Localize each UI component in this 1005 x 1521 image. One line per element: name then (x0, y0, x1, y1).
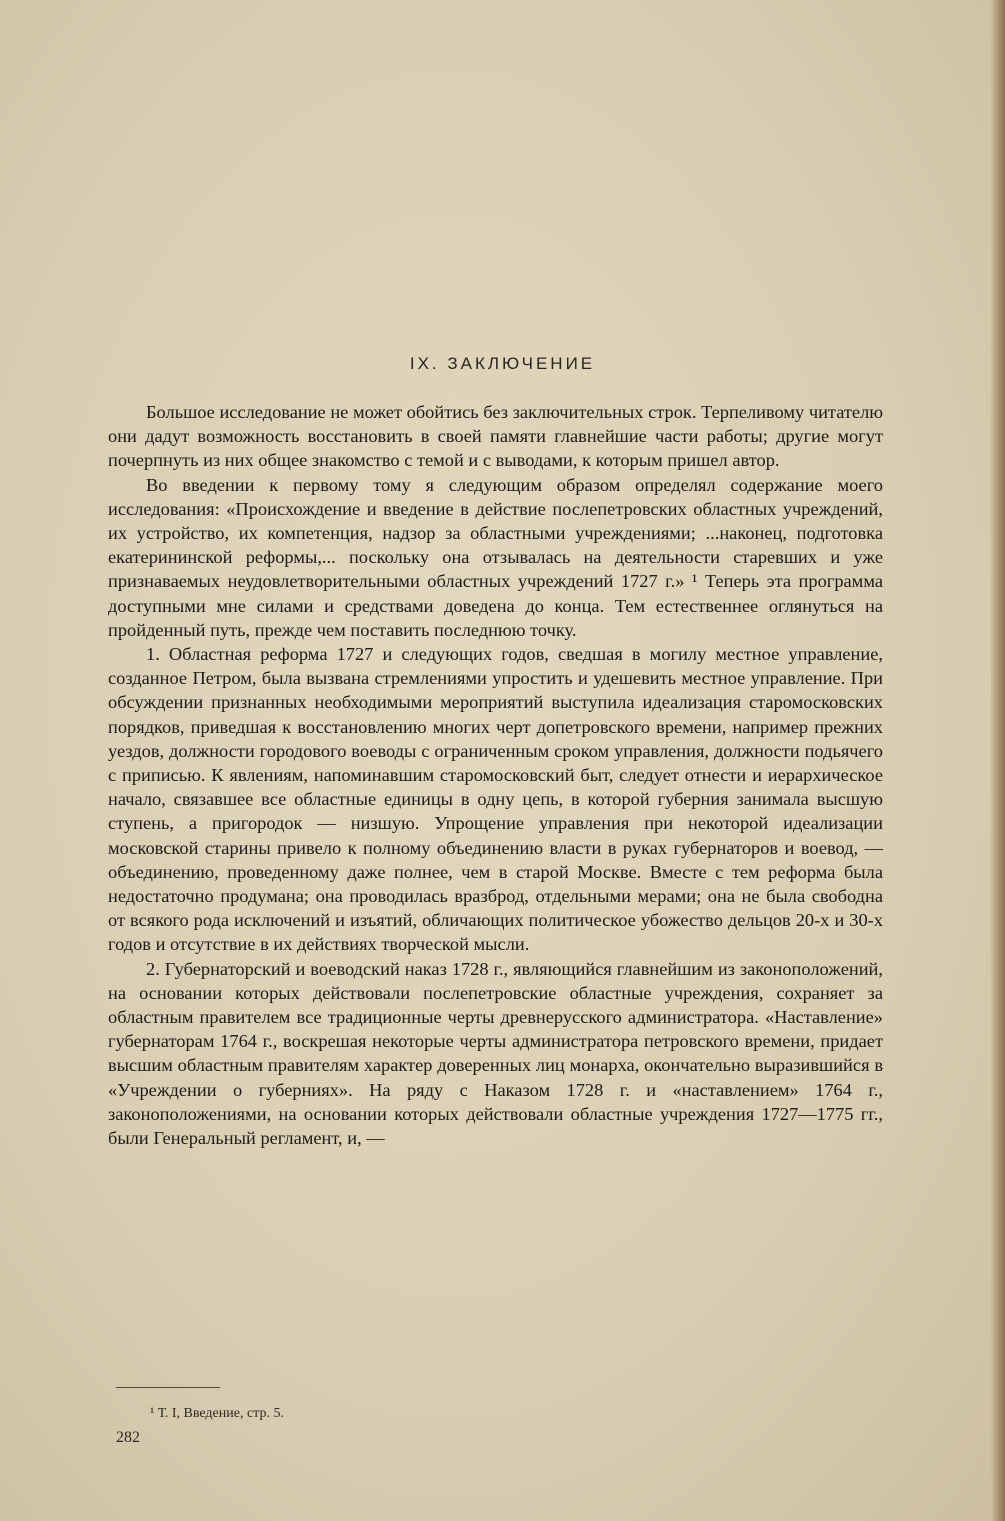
book-spine-edge (991, 0, 1005, 1521)
footnote-divider (116, 1387, 220, 1388)
chapter-body (108, 400, 883, 1150)
paragraph-nakaz-1728: 2. Губернаторский и воеводский наказ 1728 г., являющийся главнейшим из законоположений, на основании которых действовали послепетровские областные учреждения, сохраняет за областным правителем все традиционные черты древнерусского администратора. «Наставление» губернаторам 1764 г., воскрешая некоторые черты администратора петровского времени, придает высшим областным правителям характер доверенных лиц монарха, окончательно выразившийся в «Учреждении о губерниях». На ряду с Наказом 1728 г. и «наставлением» 1764 г., законоположениями, на основании которых действовали областные учреждения 1727—1775 гг., были Генеральный регламент, и, — (108, 958, 883, 1149)
paragraph-intro: Большое исследование не может обойтись без заключительных строк. Терпеливому читателю они дадут возможность восстановить в своей памяти главнейшие части работы; другие могут почерпнуть из них общее знакомство с темой и с выводами, к которым пришел автор. (108, 402, 883, 471)
chapter-title: IX. ЗАКЛЮЧЕНИЕ (409, 354, 596, 373)
paragraph-program: Во введении к первому тому я следующим образом определял содержание моего исследования: «Происхождение и введение в действие послепетровских областных учреждений, их устройство, их компетенция, надзор за областными учреждениями; ...наконец, подготовка екатерининской реформы,... поскольку она отзывалась на деятельности старевших и уже признаваемых неудовлетворительными областных учреждений 1727 г.» ¹ Теперь эта программа доступными мне силами и средствами доведена до конца. Тем естественнее оглянуться на пройденный путь, прежде чем поставить последнюю точку. (108, 474, 883, 640)
paragraph-reform-1727: 1. Областная реформа 1727 и следующих годов, сведшая в могилу местное управление, созданное Петром, была вызвана стремлениями упростить и удешевить местное управление. При обсуждении признанных необходимыми мероприятий выступила идеализация старомосковских порядков, приведшая к восстановлению многих черт допетровского времени, например прежних уездов, должности городового воеводы с ограниченным сроком управления, должности подьячего с приписью. К явлениям, напоминавшим старомосковский быт, следует отнести и иерархическое начало, связавшее все областные единицы в одну цепь, в которой губерния занимала высшую ступень, а пригородок — низшую. Упрощение управления при некоторой идеализации московской старины привело к полному объединению власти в руках губернаторов и воевод, — объединению, проведенному даже полнее, чем в старой Москве. Вместе с тем реформа была недостаточно продумана; она проводилась вразброд, отдельными мерами; она не была свободна от всякого рода исключений и изъятий, обличающих политическое убожество дельцов 20-х и 30-х годов и отсутствие в их действиях творческой мысли. (108, 644, 883, 955)
page-number: 282 (116, 1429, 140, 1446)
footnote: ¹ Т. I, Введение, стр. 5. (150, 1406, 284, 1421)
